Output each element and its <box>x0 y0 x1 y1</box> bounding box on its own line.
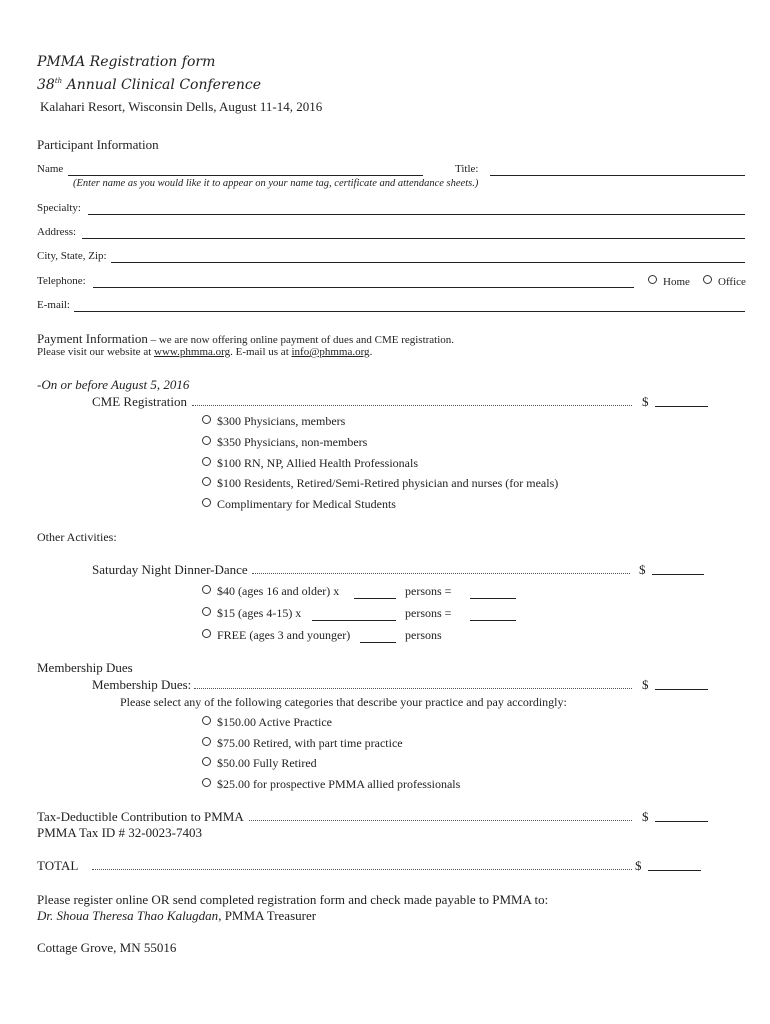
cme-amount-field[interactable] <box>655 406 708 407</box>
specialty-field[interactable] <box>88 214 745 215</box>
dinner-amount-field[interactable] <box>652 574 704 575</box>
child-total-field[interactable] <box>470 620 516 621</box>
home-radio[interactable]: Home <box>648 275 690 288</box>
radio-icon <box>202 477 211 486</box>
total-label: TOTAL <box>37 858 79 873</box>
conference-title: 38th Annual Clinical Conference <box>37 77 262 93</box>
tax-id: PMMA Tax ID # 32-0023-7403 <box>37 825 202 840</box>
radio-icon <box>202 607 211 616</box>
payment-contact: Please visit our website at www.phmma.org. E-mail us at info@phmma.org. <box>37 346 373 358</box>
radio-icon <box>202 737 211 746</box>
membership-label: Membership Dues: <box>92 677 192 692</box>
membership-option[interactable]: $75.00 Retired, with part time practice <box>202 736 403 751</box>
cme-option[interactable]: $100 RN, NP, Allied Health Professionals <box>202 456 418 471</box>
mailing-instruction: Please register online OR send completed registration form and check made payable to PMMA to: <box>37 892 549 907</box>
email-link[interactable]: info@phmma.org <box>291 346 370 358</box>
membership-heading: Membership Dues <box>37 660 133 675</box>
membership-amount-field[interactable] <box>655 689 708 690</box>
membership-option[interactable]: $50.00 Fully Retired <box>202 756 317 771</box>
title-field[interactable] <box>490 175 745 176</box>
contribution-leader <box>249 820 632 821</box>
treasurer: Dr. Shoua Theresa Thao Kalugdan, PMMA Treasurer <box>37 908 317 923</box>
title-label: Title: <box>455 163 479 175</box>
child-count-field[interactable] <box>312 620 396 621</box>
radio-icon <box>202 585 211 594</box>
membership-instruction: Please select any of the following categories that describe your practice and pay accordingly: <box>120 695 567 709</box>
specialty-label: Specialty: <box>37 202 81 214</box>
address-label: Address: <box>37 226 77 238</box>
office-radio[interactable]: Office <box>703 275 746 288</box>
payment-heading: Payment Information <box>37 331 148 346</box>
treasurer-name: Dr. Shoua Theresa Thao Kalugdan <box>37 908 219 923</box>
dinner-leader <box>252 573 630 574</box>
contribution-dollar: $ <box>642 809 649 824</box>
dinner-option-child[interactable]: $15 (ages 4-15) x <box>202 606 301 621</box>
total-dollar: $ <box>635 858 642 873</box>
membership-dollar: $ <box>642 677 649 692</box>
participant-heading: Participant Information <box>37 137 159 152</box>
adult-total-field[interactable] <box>470 598 516 599</box>
cme-leader <box>192 405 632 406</box>
radio-icon <box>202 415 211 424</box>
membership-leader <box>194 688 632 689</box>
email-label: E-mail: <box>37 299 70 311</box>
cme-dollar: $ <box>642 394 649 409</box>
persons-eq-label: persons = <box>405 584 452 598</box>
radio-icon <box>648 275 657 284</box>
total-leader <box>92 869 632 870</box>
radio-icon <box>202 457 211 466</box>
city-field[interactable] <box>111 262 745 263</box>
name-label: Name <box>37 163 64 175</box>
free-count-field[interactable] <box>360 642 396 643</box>
cme-option[interactable]: $100 Residents, Retired/Semi-Retired physician and nurses (for meals) <box>202 476 558 491</box>
dinner-option-free[interactable]: FREE (ages 3 and younger) <box>202 628 350 643</box>
radio-icon <box>703 275 712 284</box>
city-label: City, State, Zip: <box>37 250 107 262</box>
adult-count-field[interactable] <box>354 598 396 599</box>
cme-label: CME Registration <box>92 394 187 409</box>
radio-icon <box>202 498 211 507</box>
other-activities-heading: Other Activities: <box>37 530 117 544</box>
total-amount-field[interactable] <box>648 870 701 871</box>
cme-option[interactable]: Complimentary for Medical Students <box>202 497 396 512</box>
name-field[interactable] <box>68 175 423 176</box>
telephone-label: Telephone: <box>37 275 86 287</box>
radio-icon <box>202 716 211 725</box>
mailing-city: Cottage Grove, MN 55016 <box>37 940 177 955</box>
cme-deadline: -On or before August 5, 2016 <box>37 377 190 392</box>
membership-option[interactable]: $150.00 Active Practice <box>202 715 332 730</box>
dinner-label: Saturday Night Dinner-Dance <box>92 562 248 577</box>
dinner-dollar: $ <box>639 562 646 577</box>
conference-location: Kalahari Resort, Wisconsin Dells, August 11-14, 2016 <box>40 99 323 114</box>
name-note: (Enter name as you would like it to appear on your name tag, certificate and attendance sheets.) <box>73 178 479 189</box>
persons-eq-label: persons = <box>405 606 452 620</box>
radio-icon <box>202 757 211 766</box>
radio-icon <box>202 629 211 638</box>
telephone-field[interactable] <box>93 287 634 288</box>
address-field[interactable] <box>82 238 745 239</box>
membership-option[interactable]: $25.00 for prospective PMMA allied professionals <box>202 777 460 792</box>
radio-icon <box>202 436 211 445</box>
persons-label: persons <box>405 628 442 642</box>
payment-intro: – we are now offering online payment of dues and CME registration. <box>147 334 455 346</box>
website-link[interactable]: www.phmma.org <box>154 346 231 358</box>
contribution-label: Tax-Deductible Contribution to PMMA <box>37 809 244 824</box>
dinner-option-adult[interactable]: $40 (ages 16 and older) x <box>202 584 339 599</box>
form-title: PMMA Registration form <box>37 54 216 70</box>
contribution-amount-field[interactable] <box>655 821 708 822</box>
cme-option[interactable]: $350 Physicians, non-members <box>202 435 367 450</box>
radio-icon <box>202 778 211 787</box>
cme-option[interactable]: $300 Physicians, members <box>202 414 345 429</box>
email-field[interactable] <box>74 311 745 312</box>
